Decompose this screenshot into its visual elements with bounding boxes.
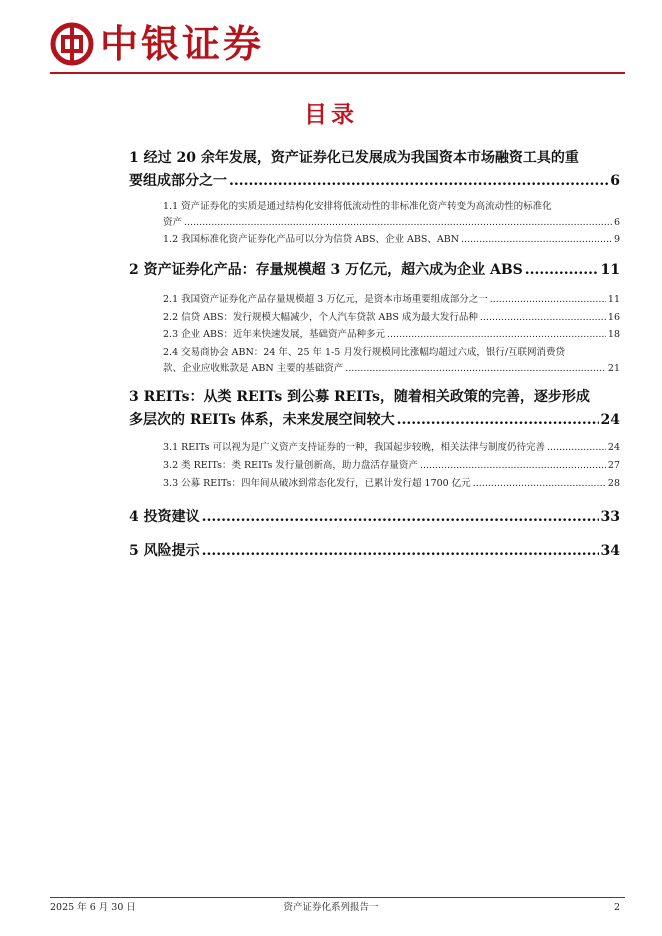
toc-entry-1-2[interactable] bbox=[163, 232, 620, 248]
dot-leader bbox=[184, 215, 612, 231]
header-divider bbox=[50, 72, 625, 74]
dot-leader bbox=[490, 292, 606, 308]
toc-page-number: 21 bbox=[607, 363, 620, 374]
toc-entry-text: 1 经过 20 余年发展，资产证券化已发展成为我国资本市场融资工具的重 bbox=[129, 150, 579, 166]
bank-of-china-logo-icon bbox=[50, 22, 94, 66]
dot-leader bbox=[202, 506, 599, 529]
toc-entry-3-2[interactable] bbox=[163, 458, 620, 474]
toc-page-number: 24 bbox=[607, 442, 620, 453]
toc-entry-3-3[interactable] bbox=[163, 476, 620, 492]
toc-entry-4[interactable] bbox=[129, 506, 620, 529]
dot-leader bbox=[461, 232, 612, 248]
dot-leader bbox=[420, 458, 606, 474]
dot-leader bbox=[345, 361, 606, 377]
toc-entry-text: 2.4 交易商协会 ABN：24 年、25 年 1-5 月发行规模同比涨幅均超过六成，银行/互联网消费贷 bbox=[163, 347, 566, 358]
dot-leader bbox=[202, 540, 599, 563]
toc-entry-text: 5 风险提示 bbox=[129, 543, 200, 559]
toc-entry-text-cont: 资产 bbox=[163, 217, 183, 228]
dot-leader bbox=[480, 310, 606, 326]
toc-entry-3-1[interactable] bbox=[163, 440, 620, 456]
toc-entry-text-cont: 要组成部分之一 bbox=[129, 173, 227, 189]
toc-entry-text: 2 资产证券化产品：存量规模超 3 万亿元，超六成为企业 ABS bbox=[129, 262, 523, 278]
footer-date: 2025 年 6 月 30 日 bbox=[50, 902, 136, 913]
toc-entry-text-cont: 多层次的 REITs 体系，未来发展空间较大 bbox=[129, 412, 395, 428]
toc-entry-text: 3.2 类 REITs：类 REITs 发行量创新高，助力盘活存量资产 bbox=[163, 460, 418, 471]
toc-page-number: 11 bbox=[607, 294, 620, 305]
toc-entry-text: 2.2 信贷 ABS：发行规模大幅减少，个人汽车贷款 ABS 成为最大发行品种 bbox=[163, 312, 478, 323]
toc-page-number: 27 bbox=[607, 460, 620, 471]
toc-entry-2[interactable] bbox=[129, 259, 620, 282]
toc-entry-2-2[interactable] bbox=[163, 310, 620, 326]
toc-title: 目录 bbox=[304, 102, 358, 128]
toc-entry-5[interactable] bbox=[129, 540, 620, 563]
toc-entry-1-1[interactable] bbox=[163, 199, 620, 231]
footer-divider bbox=[50, 897, 625, 898]
dot-leader bbox=[473, 476, 606, 492]
toc-entry-text: 3.3 公募 REITs：四年间从破冰到常态化发行，已累计发行超 1700 亿元 bbox=[163, 478, 471, 489]
dot-leader bbox=[525, 259, 599, 282]
dot-leader bbox=[229, 170, 608, 193]
dot-leader bbox=[397, 409, 599, 432]
toc-page-number: 9 bbox=[613, 234, 620, 245]
toc-page-number: 16 bbox=[607, 312, 620, 323]
toc-entry-text: 2.3 企业 ABS：近年来快速发展，基础资产品种多元 bbox=[163, 329, 385, 340]
footer-series: 资产证券化系列报告一 bbox=[283, 902, 379, 913]
toc-page-number: 18 bbox=[607, 329, 620, 340]
toc-page-number: 24 bbox=[600, 412, 620, 428]
footer-page-number: 2 bbox=[613, 902, 620, 913]
toc-page-number: 33 bbox=[600, 509, 620, 525]
dot-leader bbox=[387, 327, 606, 343]
dot-leader bbox=[547, 440, 606, 456]
toc-entry-2-4[interactable] bbox=[163, 345, 620, 377]
toc-entry-1[interactable] bbox=[129, 147, 620, 193]
toc-page-number: 28 bbox=[607, 478, 620, 489]
toc-entry-text: 4 投资建议 bbox=[129, 509, 200, 525]
toc-entry-text: 3 REITs：从类 REITs 到公募 REITs，随着相关政策的完善，逐步形成 bbox=[129, 389, 590, 405]
toc-page-number: 11 bbox=[600, 262, 620, 278]
toc-entry-text: 3.1 REITs 可以视为是广义资产支持证券的一种，我国起步较晚，相关法律与制度仍待完善 bbox=[163, 442, 546, 453]
toc-entry-3[interactable] bbox=[129, 386, 620, 432]
toc-page-number: 6 bbox=[613, 217, 620, 228]
toc-entry-text-cont: 款、企业应收账款是 ABN 主要的基础资产 bbox=[163, 363, 344, 374]
toc-page-number: 34 bbox=[600, 543, 620, 559]
toc-entry-text: 1.2 我国标准化资产证券化产品可以分为信贷 ABS、企业 ABS、ABN bbox=[163, 234, 460, 245]
page-header bbox=[50, 18, 625, 70]
brand-name: 中银证券 bbox=[100, 22, 265, 66]
toc-page-number: 6 bbox=[610, 173, 620, 189]
toc-entry-2-3[interactable] bbox=[163, 327, 620, 343]
toc-entry-2-1[interactable] bbox=[163, 292, 620, 308]
toc-entry-text: 1.1 资产证券化的实质是通过结构化安排将低流动性的非标准化资产转变为高流动性的标准化 bbox=[163, 201, 552, 212]
toc-entry-text: 2.1 我国资产证券化产品存量规模超 3 万亿元，是资本市场重要组成部分之一 bbox=[163, 294, 488, 305]
